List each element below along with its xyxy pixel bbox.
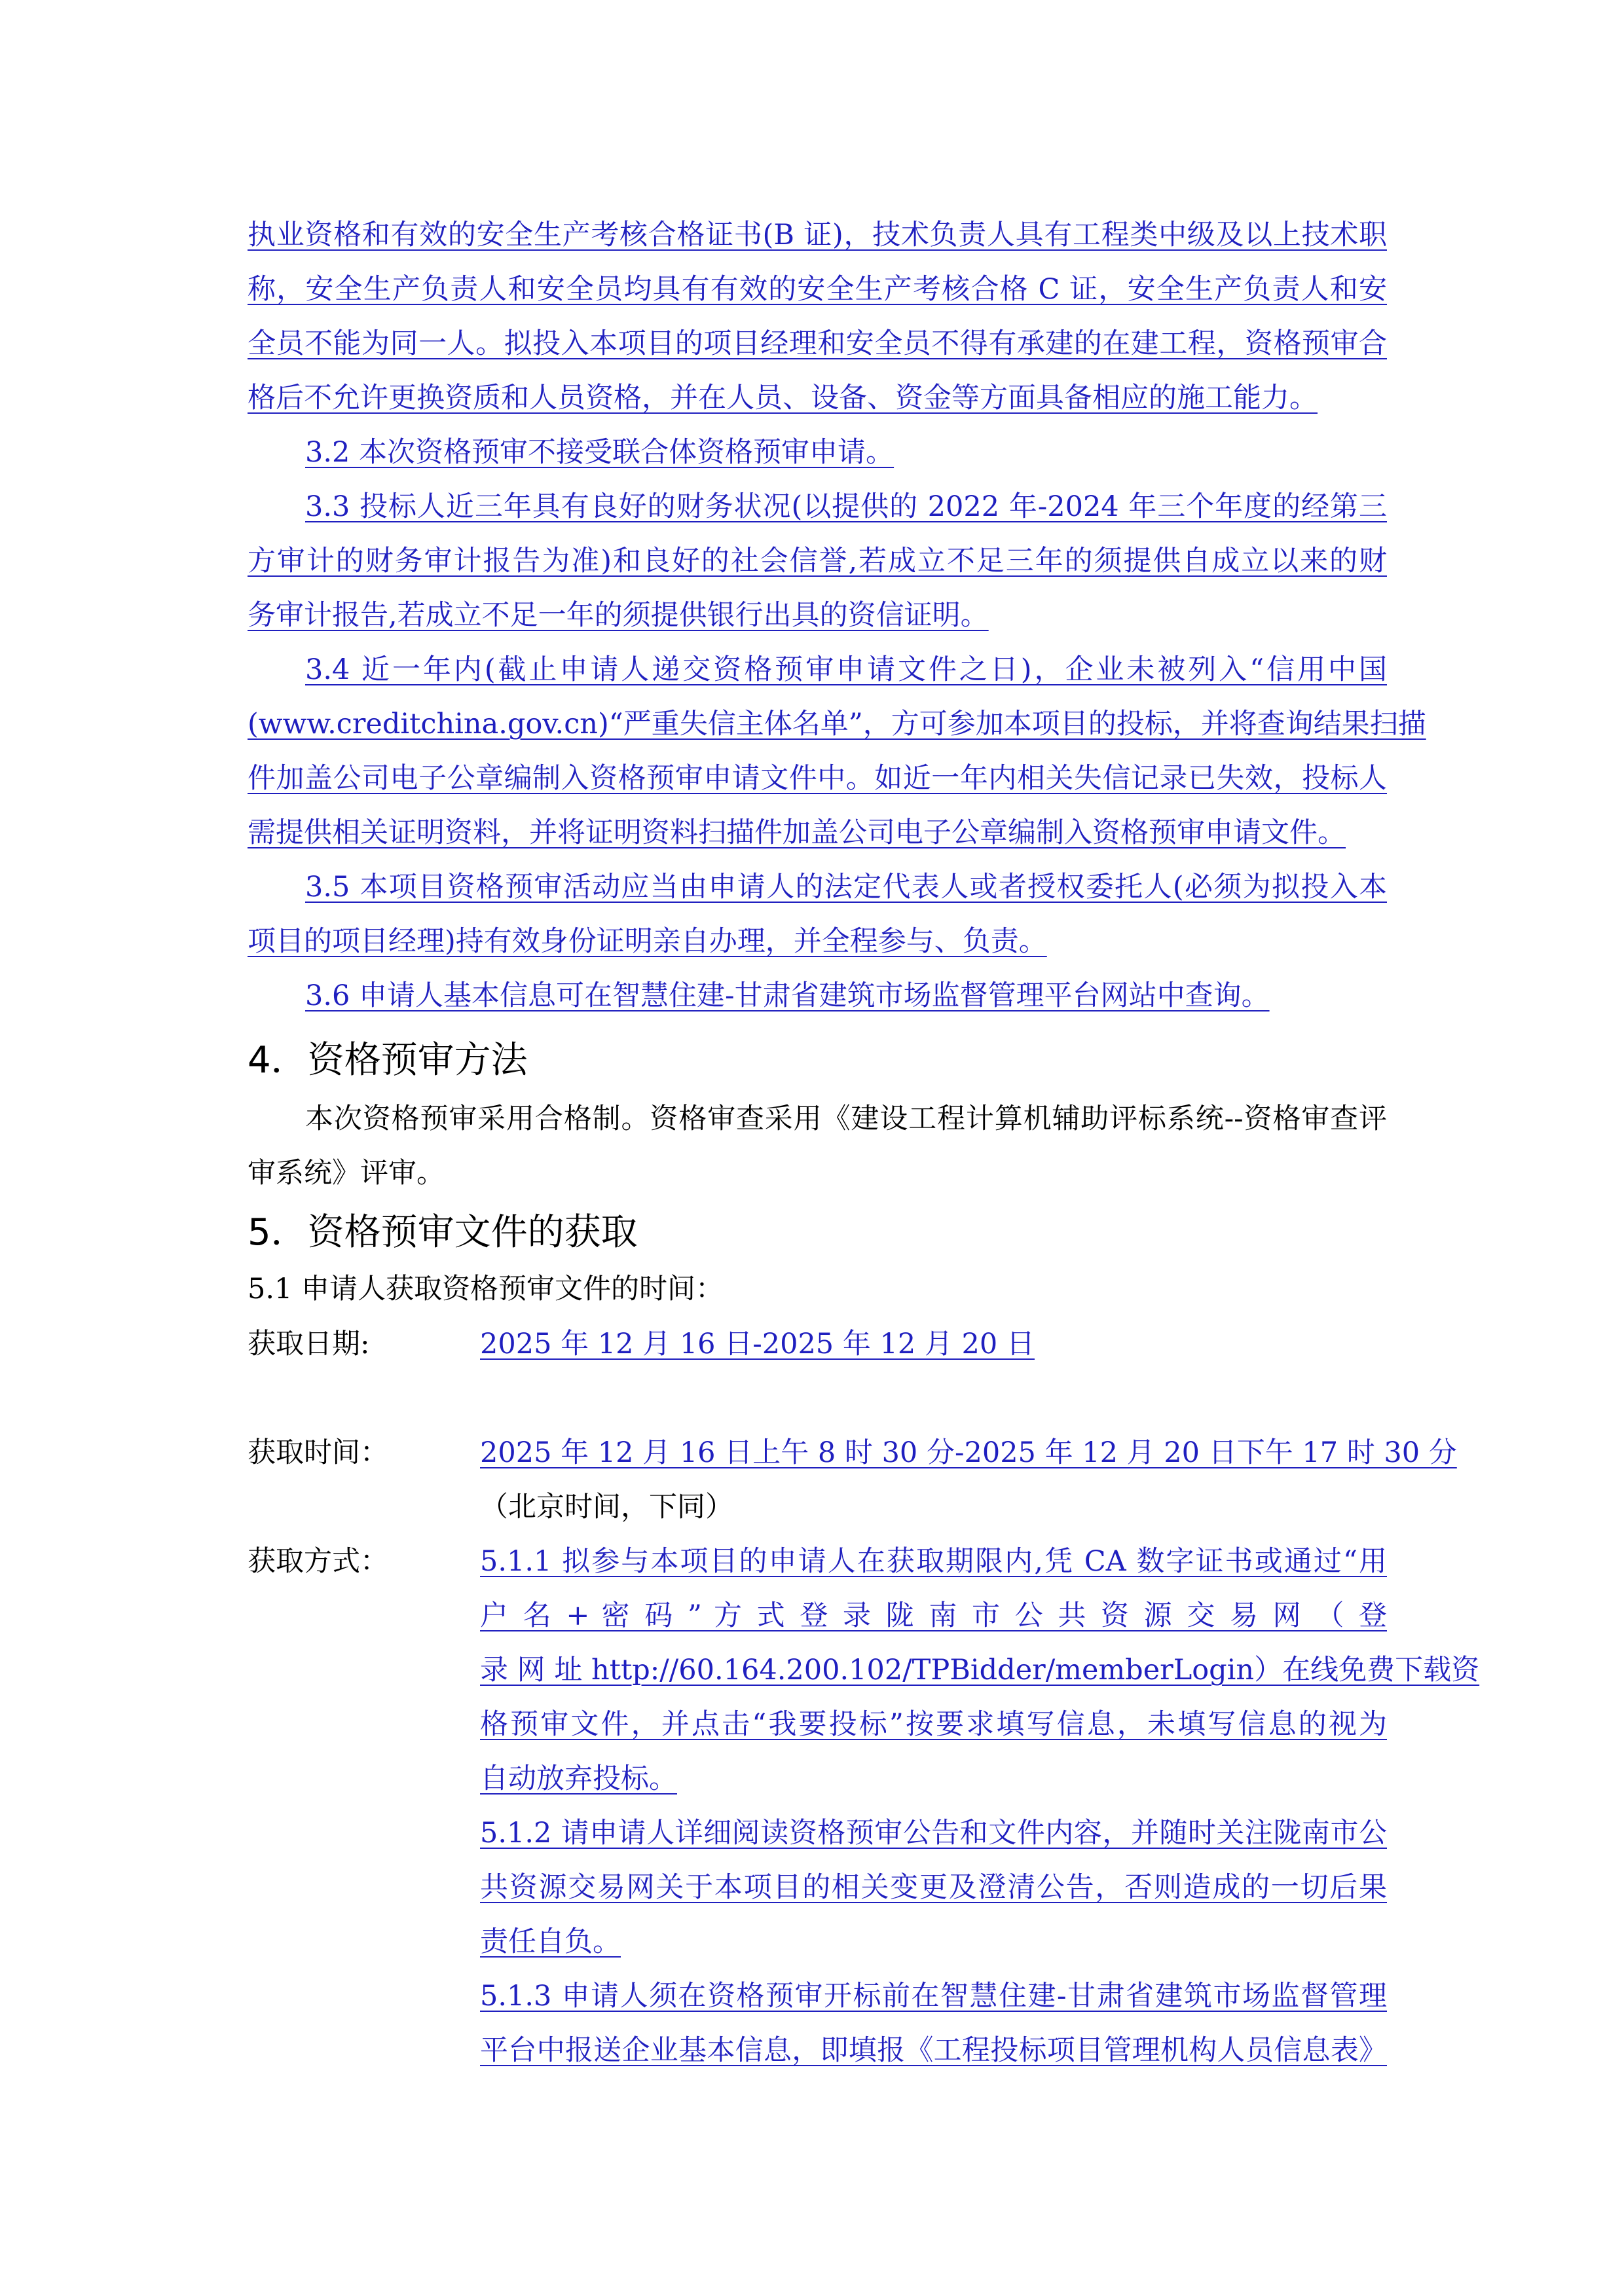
- method-5-1-2: [480, 1806, 1387, 1969]
- text-line: 3.4 近一年内(截止申请人递交资格预审申请文件之日)，企业未被列入“信用中国: [305, 653, 1387, 686]
- text-line: 3.3 投标人近三年具有良好的财务状况(以提供的 2022 年-2024 年三个年度的经第三: [305, 490, 1387, 523]
- text-line: 户 名 + 密 码 ” 方 式 登 录 陇 南 市 公 共 资 源 交 易 网 （ 登: [480, 1599, 1387, 1632]
- paragraph-3-3: [248, 480, 1387, 643]
- text-line: 共资源交易网关于本项目的相关变更及澄清公告，否则造成的一切后果: [480, 1871, 1387, 1904]
- text-line: 自动放弃投标。: [480, 1762, 677, 1795]
- text-line: 全员不能为同一人。拟投入本项目的项目经理和安全员不得有承建的在建工程，资格预审合: [248, 327, 1387, 360]
- paragraph-3-6: [248, 969, 1387, 1023]
- text-line: 本次资格预审采用合格制。资格审查采用《建设工程计算机辅助评标系统--资格审查评: [305, 1102, 1387, 1135]
- text-line: 责任自负。: [480, 1925, 621, 1958]
- paragraph-3-4: [248, 643, 1426, 860]
- method-5-1-3: [480, 1969, 1387, 2078]
- text-line: 5.1.2 请申请人详细阅读资格预审公告和文件内容，并随时关注陇南市公: [480, 1817, 1387, 1850]
- text-line: 件加盖公司电子公章编制入资格预审申请文件中。如近一年内相关失信记录已失效，投标人: [248, 762, 1387, 795]
- paragraph-3-2: [248, 426, 1387, 480]
- section-5-1-subheading: 5.1 申请人获取资格预审文件的时间：: [248, 1273, 724, 1305]
- text-line: (www.creditchina.gov.cn)“严重失信主体名单”，方可参加本项目的投标，并将查询结果扫描: [248, 708, 1426, 740]
- text-line: 3.5 本项目资格预审活动应当由申请人的法定代表人或者授权委托人(必须为拟投入本: [305, 871, 1387, 903]
- text-line: 平台中报送企业基本信息，即填报《工程投标项目管理机构人员信息表》: [480, 2034, 1387, 2067]
- method-label: 获取方式：: [248, 1545, 388, 1578]
- text-line: 审系统》评审。: [248, 1157, 445, 1190]
- time-value: 2025 年 12 月 16 日上午 8 时 30 分-2025 年 12 月 20 日下午 17 时 30 分: [480, 1436, 1457, 1469]
- text-line: 5.1.3 申请人须在资格预审开标前在智慧住建-甘肃省建筑市场监督管理: [480, 1980, 1387, 2013]
- text-line: 方审计的财务审计报告为准)和良好的社会信誉,若成立不足三年的须提供自成立以来的财: [248, 545, 1387, 577]
- section-4-body: [248, 1092, 1387, 1201]
- time-note: （北京时间，下同）: [480, 1491, 733, 1523]
- text-line: 格后不允许更换资质和人员资格，并在人员、设备、资金等方面具备相应的施工能力。: [248, 382, 1318, 414]
- text-line: 3.6 申请人基本信息可在智慧住建-甘肃省建筑市场监督管理平台网站中查询。: [305, 979, 1270, 1012]
- section-5-heading: 5．资格预审文件的获取: [248, 1211, 638, 1254]
- url-line: 录 网 址 http://60.164.200.102/TPBidder/memberLogin）在线免费下载资: [480, 1654, 1480, 1686]
- text-line: 需提供相关证明资料，并将证明资料扫描件加盖公司电子公章编制入资格预审申请文件。: [248, 816, 1346, 849]
- text-line: 执业资格和有效的安全生产考核合格证书(B 证)，技术负责人具有工程类中级及以上技术职: [248, 219, 1387, 251]
- time-label: 获取时间：: [248, 1436, 388, 1469]
- time-value-block: [480, 1426, 1457, 1535]
- text-line: 称，安全生产负责人和安全员均具有有效的安全生产考核合格 C 证，安全生产负责人和安: [248, 273, 1387, 306]
- paragraph-3-1-continued: [248, 208, 1387, 426]
- date-label: 获取日期:: [248, 1328, 370, 1360]
- text-line: 务审计报告,若成立不足一年的须提供银行出具的资信证明。: [248, 599, 989, 632]
- text-line: 项目的项目经理)持有效身份证明亲自办理，并全程参与、负责。: [248, 925, 1047, 958]
- text-line: 5.1.1 拟参与本项目的申请人在获取期限内,凭 CA 数字证书或通过“用: [480, 1545, 1387, 1578]
- text-line: 3.2 本次资格预审不接受联合体资格预审申请。: [305, 436, 895, 469]
- paragraph-3-5: [248, 860, 1387, 969]
- date-value-block: [480, 1317, 1387, 1372]
- date-value: 2025 年 12 月 16 日-2025 年 12 月 20 日: [480, 1328, 1035, 1360]
- section-4-heading: 4．资格预审方法: [248, 1039, 528, 1082]
- method-5-1-1: [480, 1535, 1480, 1806]
- text-line: 格预审文件，并点击“我要投标”按要求填写信息，未填写信息的视为: [480, 1708, 1387, 1741]
